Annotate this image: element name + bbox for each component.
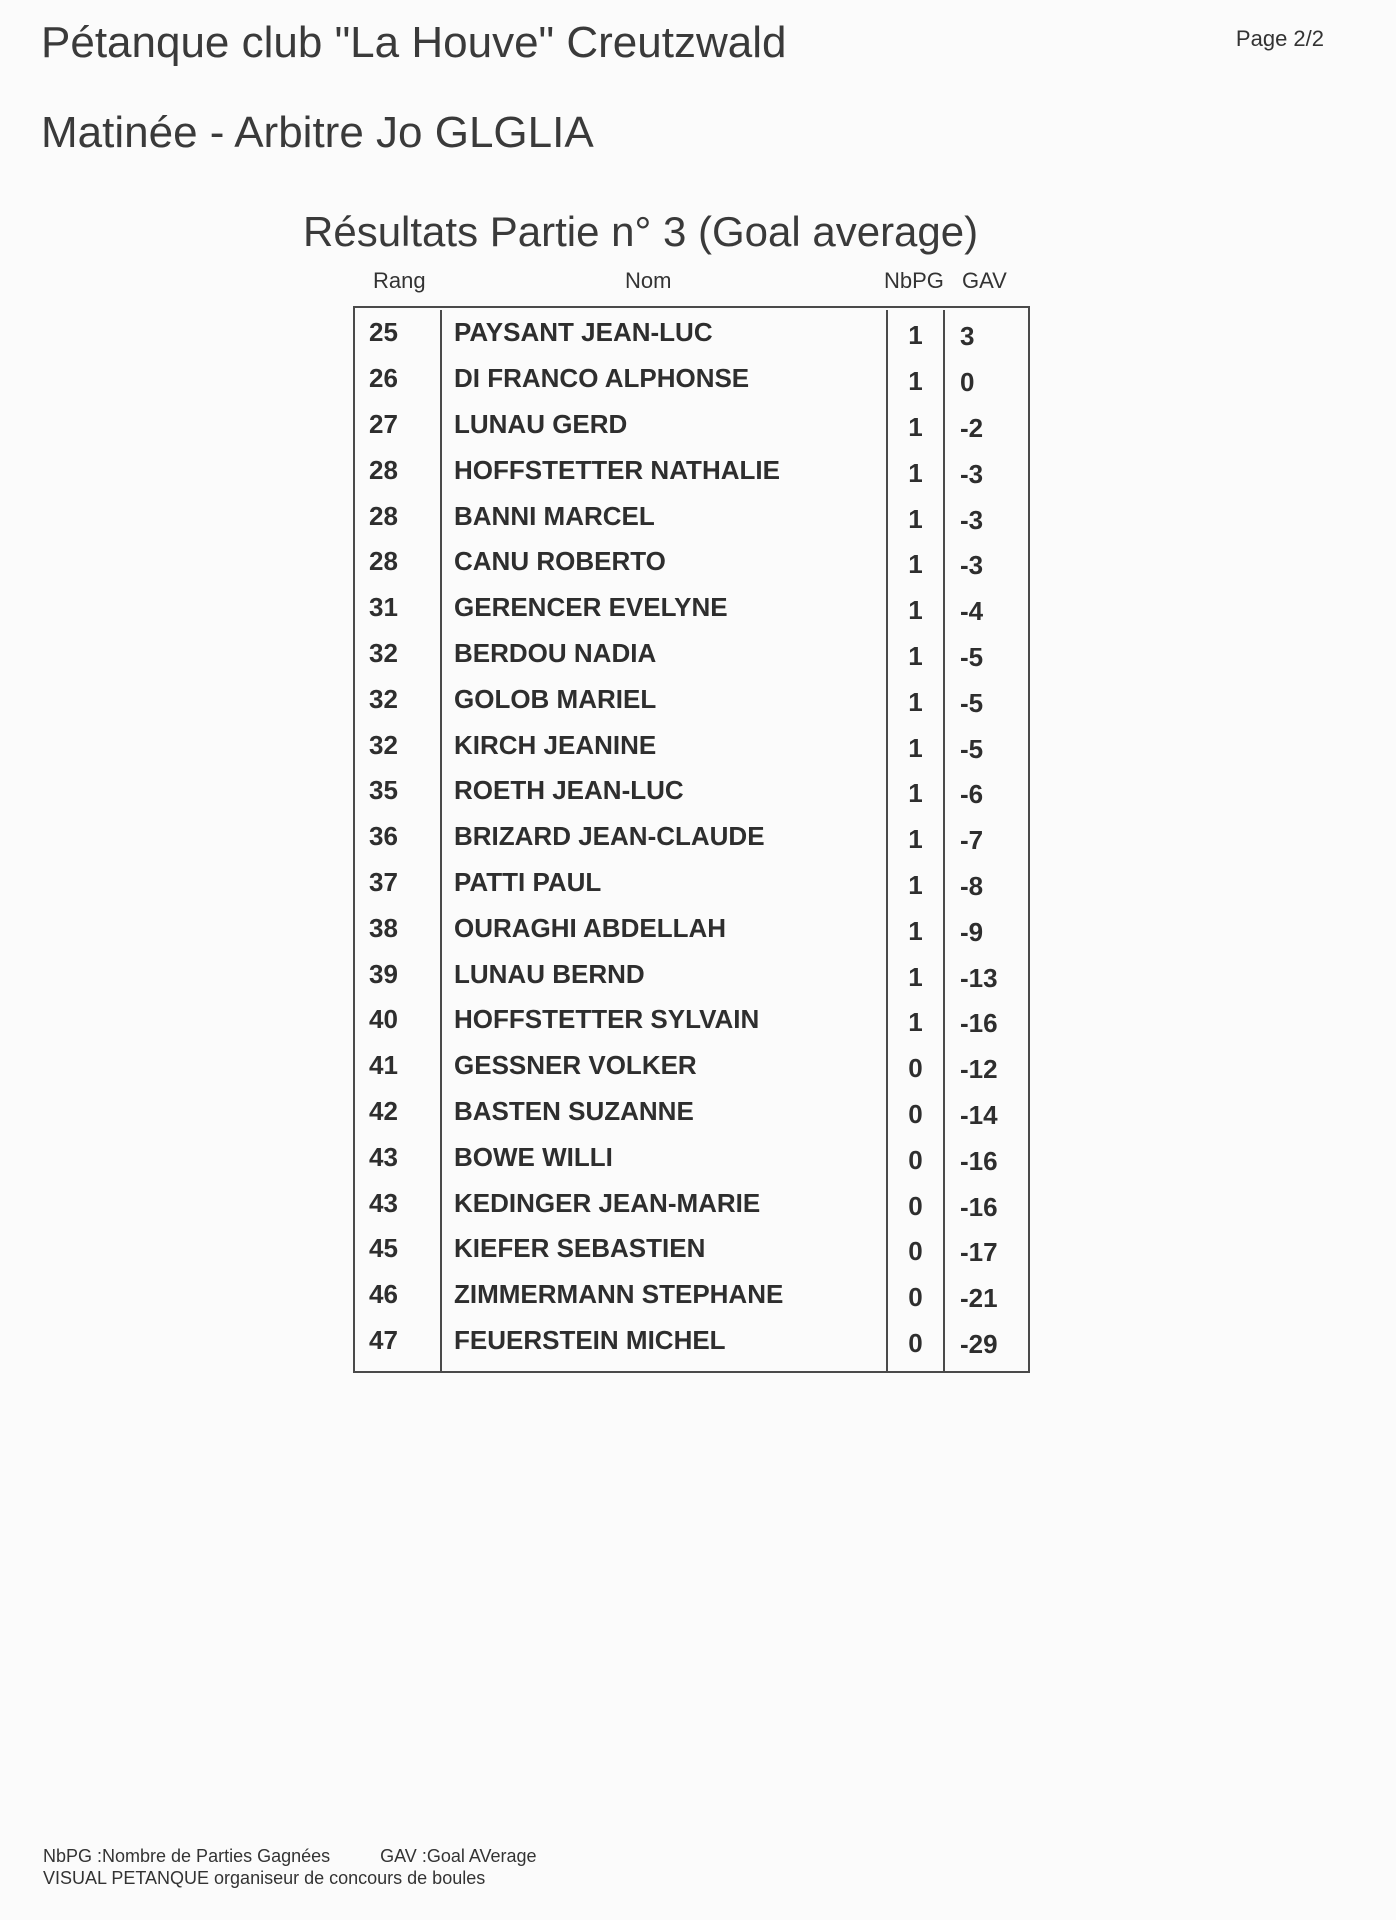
footer-legend	[43, 1846, 537, 1867]
cell-gav: -16	[960, 1145, 998, 1176]
cell-nbpg: 1	[888, 768, 945, 814]
cell-nom: DI FRANCO ALPHONSE	[442, 356, 888, 402]
table-row	[355, 676, 1028, 722]
table-row	[355, 585, 1028, 631]
cell-nom: BRIZARD JEAN-CLAUDE	[442, 814, 888, 860]
cell-nbpg: 1	[888, 402, 945, 448]
cell-nbpg: 0	[888, 1180, 945, 1226]
cell-nom: LUNAU BERND	[442, 951, 888, 997]
table-row	[355, 1272, 1028, 1318]
table-row	[355, 814, 1028, 860]
table-row	[355, 905, 1028, 951]
table-row	[355, 768, 1028, 814]
cell-nbpg: 1	[888, 310, 945, 356]
cell-gav: -5	[960, 687, 984, 718]
cell-gav: -16	[960, 1191, 998, 1222]
cell-nom: GOLOB MARIEL	[442, 676, 888, 722]
page-number: Page 2/2	[1235, 26, 1324, 51]
cell-rang: 39	[355, 951, 442, 997]
cell-rang: 43	[355, 1180, 442, 1226]
cell-gav: -3	[960, 504, 984, 535]
cell-rang: 43	[355, 1134, 442, 1180]
results-table	[353, 306, 1030, 1373]
cell-nom: HOFFSTETTER NATHALIE	[442, 447, 888, 493]
cell-nbpg: 0	[888, 1318, 945, 1364]
cell-gav: -29	[960, 1328, 998, 1359]
cell-rang: 42	[355, 1089, 442, 1135]
cell-rang: 37	[355, 860, 442, 906]
table-row	[355, 308, 1028, 356]
cell-gav: -3	[960, 458, 984, 489]
nbpg-definition: NbPG :Nombre de Parties Gagnées	[43, 1846, 331, 1866]
cell-nbpg: 1	[888, 356, 945, 402]
cell-rang: 26	[355, 356, 442, 402]
cell-nbpg: 0	[888, 1272, 945, 1318]
column-header-gav: GAV	[962, 268, 1007, 293]
cell-nbpg: 1	[888, 722, 945, 768]
cell-nom: FEUERSTEIN MICHEL	[442, 1318, 888, 1364]
cell-nbpg: 1	[888, 539, 945, 585]
cell-rang: 46	[355, 1272, 442, 1318]
cell-nom: BASTEN SUZANNE	[442, 1089, 888, 1135]
padding-cell	[355, 1363, 442, 1371]
table-row	[355, 402, 1028, 448]
cell-nom: KIEFER SEBASTIEN	[442, 1226, 888, 1272]
table-row	[355, 631, 1028, 677]
cell-nom: ZIMMERMANN STEPHANE	[442, 1272, 888, 1318]
cell-rang: 32	[355, 631, 442, 677]
cell-rang: 28	[355, 493, 442, 539]
cell-nbpg: 1	[888, 905, 945, 951]
cell-nom: KEDINGER JEAN-MARIE	[442, 1180, 888, 1226]
cell-nbpg: 0	[888, 1089, 945, 1135]
cell-rang: 31	[355, 585, 442, 631]
column-header-rang: Rang	[373, 268, 426, 293]
cell-nom: BANNI MARCEL	[442, 493, 888, 539]
cell-nbpg: 1	[888, 951, 945, 997]
cell-nbpg: 1	[888, 997, 945, 1043]
cell-rang: 27	[355, 402, 442, 448]
cell-gav: 3	[960, 321, 975, 352]
table-row	[355, 1180, 1028, 1226]
cell-rang: 28	[355, 539, 442, 585]
cell-gav: -5	[960, 641, 984, 672]
cell-nom: KIRCH JEANINE	[442, 722, 888, 768]
cell-gav: -12	[960, 1054, 998, 1085]
cell-gav: -16	[960, 1008, 998, 1039]
cell-gav: -2	[960, 412, 984, 443]
cell-nbpg: 1	[888, 493, 945, 539]
cell-nom: GESSNER VOLKER	[442, 1043, 888, 1089]
session-title: Matinée - Arbitre Jo GLGLIA	[41, 108, 594, 157]
cell-nbpg: 1	[888, 585, 945, 631]
cell-nbpg: 0	[888, 1043, 945, 1089]
table-row	[355, 951, 1028, 997]
cell-nom: BOWE WILLI	[442, 1134, 888, 1180]
cell-nom: GERENCER EVELYNE	[442, 585, 888, 631]
table-row	[355, 860, 1028, 906]
cell-rang: 32	[355, 722, 442, 768]
cell-rang: 38	[355, 905, 442, 951]
padding-cell	[888, 1363, 945, 1371]
cell-gav: -9	[960, 916, 984, 947]
cell-nbpg: 1	[888, 631, 945, 677]
cell-gav: -4	[960, 596, 984, 627]
cell-nbpg: 1	[888, 814, 945, 860]
column-header-nom: Nom	[625, 268, 672, 293]
table-row	[355, 1134, 1028, 1180]
cell-gav: -17	[960, 1237, 998, 1268]
table-row	[355, 1318, 1028, 1364]
cell-gav: -13	[960, 962, 998, 993]
table-row	[355, 356, 1028, 402]
cell-gav: -21	[960, 1283, 998, 1314]
cell-rang: 41	[355, 1043, 442, 1089]
results-title: Résultats Partie n° 3 (Goal average)	[303, 208, 979, 255]
cell-rang: 32	[355, 676, 442, 722]
table-row	[355, 1089, 1028, 1135]
cell-nbpg: 1	[888, 447, 945, 493]
gav-definition: GAV :Goal AVerage	[380, 1846, 537, 1866]
cell-nbpg: 1	[888, 860, 945, 906]
cell-gav: -3	[960, 550, 984, 581]
footer-credit: VISUAL PETANQUE organiseur de concours de boules	[43, 1868, 486, 1888]
table-row	[355, 493, 1028, 539]
table-row	[355, 997, 1028, 1043]
table-bottom-padding	[355, 1363, 1028, 1371]
cell-nom: CANU ROBERTO	[442, 539, 888, 585]
cell-rang: 45	[355, 1226, 442, 1272]
cell-rang: 47	[355, 1318, 442, 1364]
cell-nbpg: 0	[888, 1134, 945, 1180]
cell-gav: -5	[960, 733, 984, 764]
cell-gav: 0	[960, 367, 975, 398]
cell-rang: 25	[355, 310, 442, 356]
table-row	[355, 1043, 1028, 1089]
cell-nom: LUNAU GERD	[442, 402, 888, 448]
cell-nom: PAYSANT JEAN-LUC	[442, 310, 888, 356]
cell-gav: -6	[960, 779, 984, 810]
padding-cell	[945, 1363, 1028, 1371]
cell-nom: ROETH JEAN-LUC	[442, 768, 888, 814]
table-row	[355, 722, 1028, 768]
column-header-nbpg: NbPG	[884, 268, 944, 293]
cell-nom: PATTI PAUL	[442, 860, 888, 906]
cell-nbpg: 0	[888, 1226, 945, 1272]
cell-nom: OURAGHI ABDELLAH	[442, 905, 888, 951]
cell-gav: -7	[960, 825, 984, 856]
cell-rang: 35	[355, 768, 442, 814]
table-row	[355, 539, 1028, 585]
cell-nom: BERDOU NADIA	[442, 631, 888, 677]
padding-cell	[442, 1363, 888, 1371]
cell-nom: HOFFSTETTER SYLVAIN	[442, 997, 888, 1043]
cell-rang: 36	[355, 814, 442, 860]
cell-gav: -8	[960, 870, 984, 901]
cell-rang: 28	[355, 447, 442, 493]
club-title: Pétanque club "La Houve" Creutzwald	[41, 18, 787, 67]
cell-rang: 40	[355, 997, 442, 1043]
cell-nbpg: 1	[888, 676, 945, 722]
table-row	[355, 1226, 1028, 1272]
cell-gav: -14	[960, 1099, 998, 1130]
table-row	[355, 447, 1028, 493]
